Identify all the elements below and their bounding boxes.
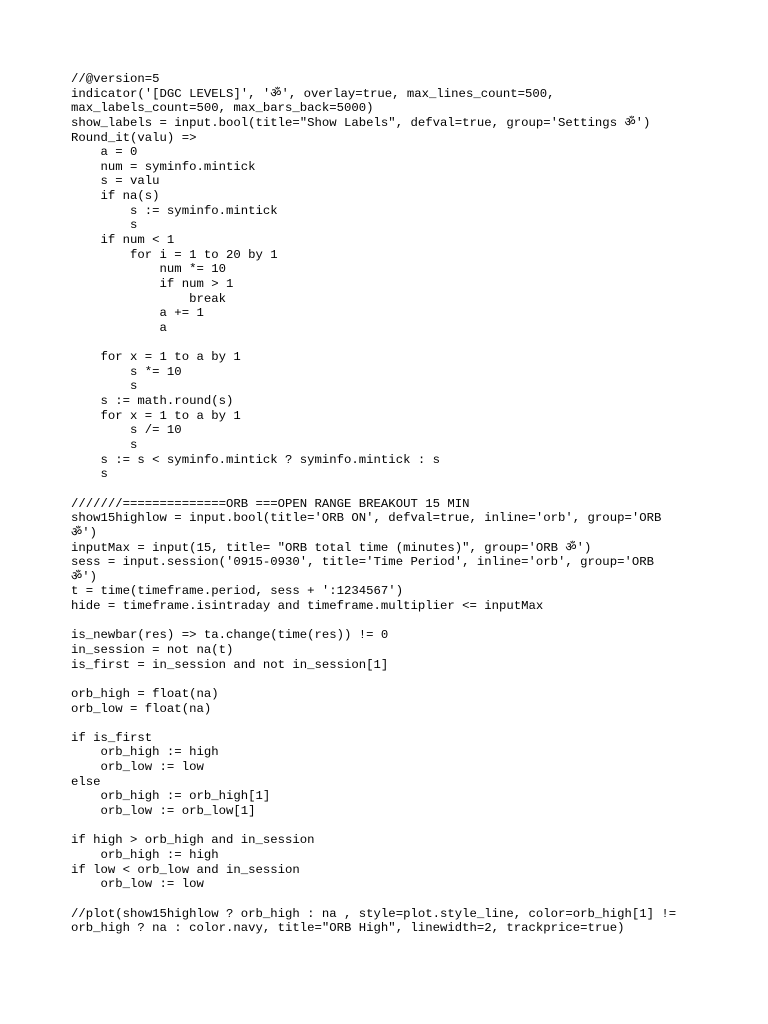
code-line xyxy=(71,614,711,629)
code-line: num = syminfo.mintick xyxy=(71,159,256,174)
code-line: break xyxy=(71,291,226,306)
code-line: orb_low = float(na) xyxy=(71,701,212,716)
code-line: s := s < syminfo.mintick ? syminfo.mintick : s xyxy=(71,452,440,467)
code-line: orb_high := high xyxy=(71,847,219,862)
code-line: show15highlow = input.bool(title='ORB ON', defval=true, inline='orb', group='ORB xyxy=(71,511,662,526)
code-line: show_labels = input.bool(title="Show Labels", defval=true, group='Settings ॐ') xyxy=(71,115,651,130)
code-line xyxy=(71,819,711,834)
code-line: orb_low := low xyxy=(71,877,204,892)
code-line: if low < orb_low and in_session xyxy=(71,862,300,877)
code-line: if high > orb_high and in_session xyxy=(71,833,315,848)
code-line: orb_high := high xyxy=(71,745,219,760)
code-line: if is_first xyxy=(71,730,153,745)
code-line: s xyxy=(71,438,138,453)
code-line: s xyxy=(71,467,108,482)
code-block xyxy=(71,72,711,936)
code-line: orb_high = float(na) xyxy=(71,686,219,701)
code-line: a += 1 xyxy=(71,306,204,321)
code-line: ॐ') xyxy=(71,525,97,540)
code-line: orb_high := orb_high[1] xyxy=(71,789,271,804)
code-line: if num > 1 xyxy=(71,276,234,291)
code-line: for i = 1 to 20 by 1 xyxy=(71,247,278,262)
code-line: s = valu xyxy=(71,174,160,189)
code-line: for x = 1 to a by 1 xyxy=(71,408,241,423)
code-line: if num < 1 xyxy=(71,233,175,248)
code-line: orb_high ? na : color.navy, title="ORB High", linewidth=2, trackprice=true) xyxy=(71,921,625,936)
code-line: ///////==============ORB ===OPEN RANGE BREAKOUT 15 MIN xyxy=(71,496,470,511)
code-line: s xyxy=(71,379,138,394)
code-line: ॐ') xyxy=(71,569,97,584)
code-line: num *= 10 xyxy=(71,262,226,277)
code-line: a = 0 xyxy=(71,145,138,160)
code-line: is_first = in_session and not in_session[1] xyxy=(71,657,389,672)
code-line: indicator('[DGC LEVELS]', 'ॐ', overlay=true, max_lines_count=500, xyxy=(71,86,555,101)
code-line: //plot(show15highlow ? orb_high : na , style=plot.style_line, color=orb_high[1] != xyxy=(71,906,677,921)
code-line: orb_low := low xyxy=(71,760,204,775)
code-line: if na(s) xyxy=(71,189,160,204)
code-line: Round_it(valu) => xyxy=(71,130,197,145)
code-line: for x = 1 to a by 1 xyxy=(71,350,241,365)
code-line: inputMax = input(15, title= "ORB total time (minutes)", group='ORB ॐ') xyxy=(71,540,592,555)
code-line: hide = timeframe.isintraday and timeframe.multiplier <= inputMax xyxy=(71,599,544,614)
code-line xyxy=(71,672,711,687)
code-line xyxy=(71,482,711,497)
code-line xyxy=(71,892,711,907)
code-line: sess = input.session('0915-0930', title='Time Period', inline='orb', group='ORB xyxy=(71,555,654,570)
code-line: s xyxy=(71,218,138,233)
code-line: in_session = not na(t) xyxy=(71,642,234,657)
code-line: a xyxy=(71,320,167,335)
code-line: orb_low := orb_low[1] xyxy=(71,804,256,819)
code-line: max_labels_count=500, max_bars_back=5000) xyxy=(71,101,374,116)
code-line: is_newbar(res) => ta.change(time(res)) != 0 xyxy=(71,628,389,643)
code-line: s *= 10 xyxy=(71,364,182,379)
code-line xyxy=(71,336,711,351)
code-line: s := syminfo.mintick xyxy=(71,203,278,218)
code-line: //@version=5 xyxy=(71,72,160,86)
code-line xyxy=(71,716,711,731)
code-line: s /= 10 xyxy=(71,423,182,438)
code-line: s := math.round(s) xyxy=(71,394,234,409)
code-line: else xyxy=(71,774,101,789)
code-line: t = time(timeframe.period, sess + ':1234567') xyxy=(71,584,404,599)
